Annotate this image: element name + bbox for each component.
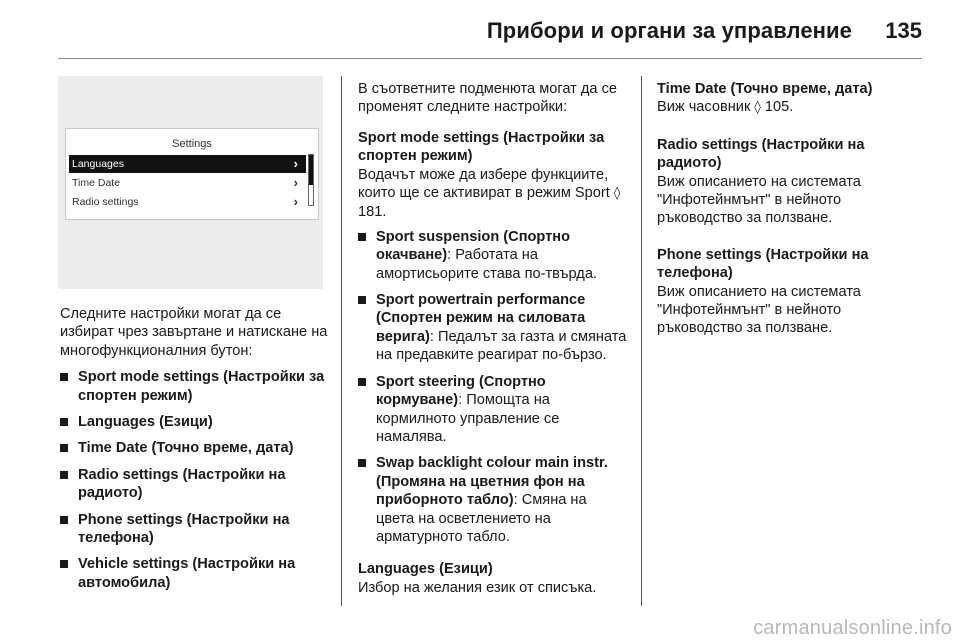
column-divider-1 xyxy=(341,76,342,606)
menu-item-label: Radio settings xyxy=(72,196,139,208)
time-date-section xyxy=(657,80,929,118)
list-item: Time Date (Точно време, дата) xyxy=(60,439,330,457)
bullet-square-icon xyxy=(60,560,68,568)
scrollbar-thumb[interactable] xyxy=(309,155,313,185)
list-item: Radio settings (Настройки на радиото) xyxy=(60,466,330,503)
settings-list xyxy=(60,368,330,592)
radio-settings-section xyxy=(657,136,929,228)
chevron-right-icon: › xyxy=(293,194,298,209)
bullet-square-icon xyxy=(60,418,68,426)
radio-settings-text: Виж описанието на системата "Инфотейнмънт" в нейното ръководство за ползване. xyxy=(657,173,861,227)
languages-section-text: Избор на желания език от списъка. xyxy=(358,579,597,596)
sport-options-list xyxy=(358,228,628,547)
sport-section xyxy=(358,129,628,222)
column-3 xyxy=(657,80,929,350)
column-divider-2 xyxy=(641,76,642,606)
watermark: carmanualsonline.info xyxy=(753,617,952,639)
menu-item-time-date[interactable] xyxy=(69,174,306,192)
sport-section-text: Водачът може да избере функциите, които ще се активират в режим Sport xyxy=(358,166,610,202)
page-number: 135 xyxy=(885,18,922,43)
menu-item-label: Time Date xyxy=(72,177,121,189)
time-date-title: Time Date (Точно време, дата) xyxy=(657,81,873,97)
list-item: Sport suspension (Спортно окачване): Работата на амортисьорите става по-твърда. xyxy=(358,228,628,283)
menu-item-languages[interactable] xyxy=(69,155,306,173)
radio-settings-title: Radio settings (Настройки на радиото) xyxy=(657,136,865,172)
bullet-square-icon xyxy=(358,378,366,386)
list-item: Sport powertrain performance (Спортен режим на силовата верига): Педалът за газта и смяната на предавките реагират по-бързо. xyxy=(358,291,628,365)
reference-icon: ◊ xyxy=(754,100,761,116)
reference-icon: ◊ xyxy=(613,186,621,202)
figure-settings-display xyxy=(58,76,323,289)
list-item: Sport steering (Спортно кормуване): Помощта на кормилното управление се намалява. xyxy=(358,373,628,447)
list-item: Phone settings (Настройки на телефона) xyxy=(60,511,330,548)
chevron-right-icon: › xyxy=(293,156,298,171)
bullet-square-icon xyxy=(358,459,366,467)
list-item: Vehicle settings (Настройки на автомобила) xyxy=(60,555,330,592)
menu-item-radio-settings[interactable] xyxy=(69,193,306,211)
list-item: Languages (Езици) xyxy=(60,413,330,431)
sport-section-title: Sport mode settings (Настройки за спортен режим) xyxy=(358,129,605,165)
col2-intro: В съответните подменюта могат да се променят следните настройки: xyxy=(358,81,618,116)
list-item: Swap backlight colour main instr. (Промяна на цветния фон на приборното табло): Смяна на цвета на осветлението на арматурното табло. xyxy=(358,454,628,546)
header-divider xyxy=(58,58,922,59)
bullet-square-icon xyxy=(60,373,68,381)
phone-settings-section xyxy=(657,246,929,338)
bullet-square-icon xyxy=(358,296,366,304)
languages-section xyxy=(358,560,628,597)
phone-settings-text: Виж описанието на системата "Инфотейнмънт" в нейното ръководство за ползване. xyxy=(657,283,861,337)
phone-settings-title: Phone settings (Настройки на телефона) xyxy=(657,246,869,282)
page-reference: 105. xyxy=(764,99,794,116)
languages-section-title: Languages (Езици) xyxy=(358,561,493,578)
bullet-square-icon xyxy=(60,516,68,524)
time-date-text: Виж часовник xyxy=(657,99,751,116)
chevron-right-icon: › xyxy=(293,175,298,190)
bullet-square-icon xyxy=(60,471,68,479)
list-item: Sport mode settings (Настройки за спортен режим) xyxy=(60,368,330,405)
page-reference: 181. xyxy=(358,204,387,221)
column-2 xyxy=(358,80,628,609)
screen-title: Settings xyxy=(172,138,212,150)
menu-item-label: Languages xyxy=(72,158,124,170)
col1-intro: Следните настройки могат да се избират чрез завъртане и натискане на многофункционалния бутон: xyxy=(60,306,328,359)
bullet-square-icon xyxy=(60,444,68,452)
menu-scrollbar[interactable] xyxy=(308,154,314,206)
display-screen xyxy=(65,128,319,220)
column-1 xyxy=(60,305,330,600)
page-title: Прибори и органи за управление xyxy=(486,18,852,43)
bullet-square-icon xyxy=(358,233,366,241)
